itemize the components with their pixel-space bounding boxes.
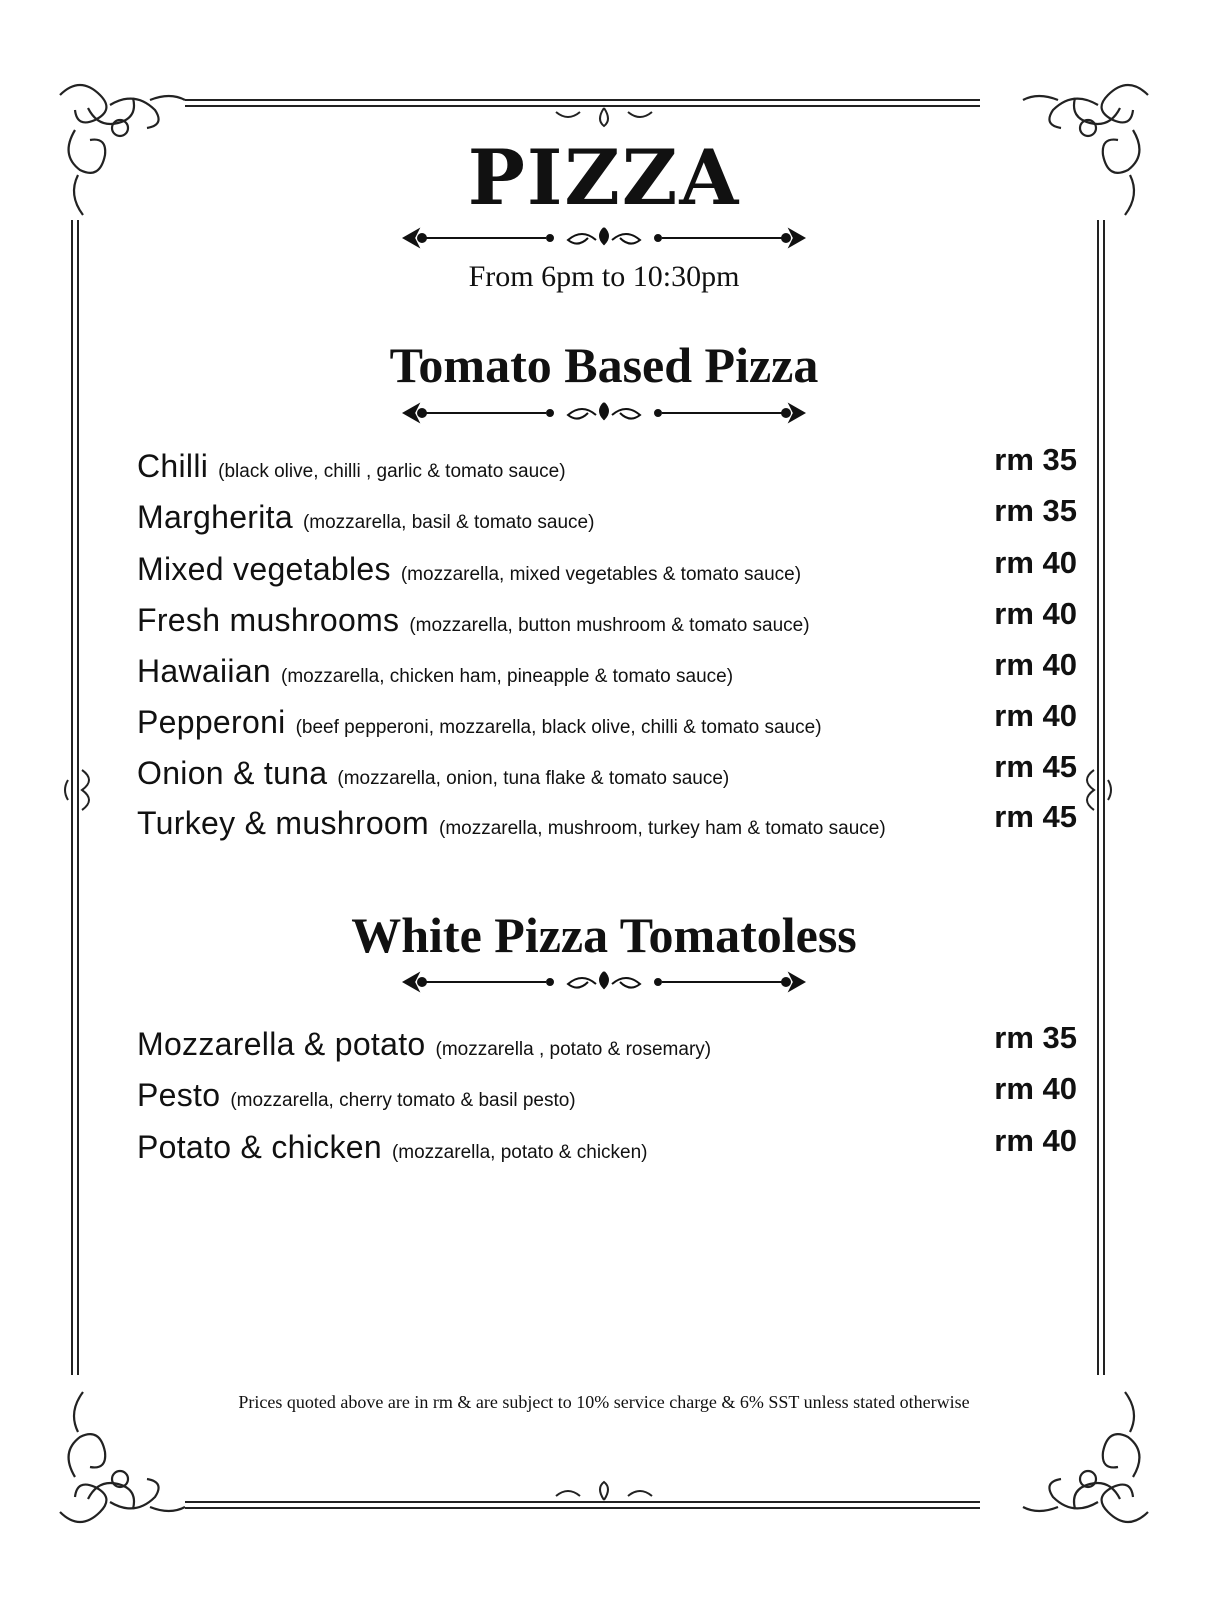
item-name: Turkey & mushroom bbox=[137, 805, 429, 841]
item-description: (mozzarella, onion, tuna flake & tomato sauce) bbox=[337, 768, 730, 789]
item-description: (mozzarella, mixed vegetables & tomato sauce) bbox=[400, 564, 802, 585]
menu-item bbox=[137, 799, 1077, 851]
menu-item bbox=[137, 596, 1077, 648]
item-description: (mozzarella, mushroom, turkey ham & tomato sauce) bbox=[439, 818, 886, 839]
menu-item bbox=[137, 1071, 1077, 1123]
item-price: rm 40 bbox=[994, 545, 1077, 580]
price-disclaimer: Prices quoted above are in rm & are subject to 10% service charge & 6% SST unless stated otherwise bbox=[238, 1392, 970, 1412]
item-price: rm 35 bbox=[994, 442, 1077, 477]
ornament-divider-icon bbox=[396, 962, 812, 1002]
item-price: rm 40 bbox=[994, 596, 1077, 631]
item-name: Chilli bbox=[137, 448, 209, 484]
item-description: (mozzarella, potato & chicken) bbox=[391, 1142, 648, 1163]
item-description: (mozzarella, cherry tomato & basil pesto) bbox=[230, 1090, 576, 1111]
item-name: Fresh mushrooms bbox=[137, 602, 400, 638]
page-title: PIZZA bbox=[467, 133, 741, 222]
item-name: Pepperoni bbox=[137, 704, 286, 740]
item-name: Pesto bbox=[137, 1077, 221, 1113]
menu-item bbox=[137, 749, 1077, 801]
item-description: (black olive, chilli , garlic & tomato sauce) bbox=[218, 461, 566, 482]
ornament-divider-icon bbox=[396, 393, 812, 433]
item-description: (beef pepperoni, mozzarella, black olive, chilli & tomato sauce) bbox=[295, 717, 822, 738]
section-title-white: White Pizza Tomatoless bbox=[351, 907, 857, 963]
item-price: rm 40 bbox=[994, 647, 1077, 682]
item-name: Onion & tuna bbox=[137, 755, 328, 791]
menu-item bbox=[137, 1123, 1077, 1175]
item-name: Mixed vegetables bbox=[137, 551, 391, 587]
item-price: rm 45 bbox=[994, 799, 1077, 834]
item-description: (mozzarella, chicken ham, pineapple & tomato sauce) bbox=[281, 666, 734, 687]
menu-item bbox=[137, 545, 1077, 597]
item-description: (mozzarella , potato & rosemary) bbox=[435, 1039, 712, 1060]
item-name: Margherita bbox=[137, 499, 293, 535]
menu-item bbox=[137, 1020, 1077, 1072]
section-title-tomato: Tomato Based Pizza bbox=[389, 337, 819, 393]
menu-item bbox=[137, 698, 1077, 750]
menu-item bbox=[137, 442, 1077, 494]
item-price: rm 35 bbox=[994, 493, 1077, 528]
item-price: rm 40 bbox=[994, 698, 1077, 733]
item-price: rm 45 bbox=[994, 749, 1077, 784]
opening-hours: From 6pm to 10:30pm bbox=[468, 260, 740, 293]
item-description: (mozzarella, button mushroom & tomato sauce) bbox=[409, 615, 810, 636]
menu-item bbox=[137, 647, 1077, 699]
item-description: (mozzarella, basil & tomato sauce) bbox=[302, 512, 595, 533]
item-price: rm 40 bbox=[994, 1071, 1077, 1106]
item-price: rm 40 bbox=[994, 1123, 1077, 1158]
item-price: rm 35 bbox=[994, 1020, 1077, 1055]
item-name: Potato & chicken bbox=[137, 1129, 382, 1165]
item-name: Hawaiian bbox=[137, 653, 272, 689]
ornament-divider-icon bbox=[396, 218, 812, 258]
menu-item bbox=[137, 493, 1077, 545]
item-name: Mozzarella & potato bbox=[137, 1026, 426, 1062]
